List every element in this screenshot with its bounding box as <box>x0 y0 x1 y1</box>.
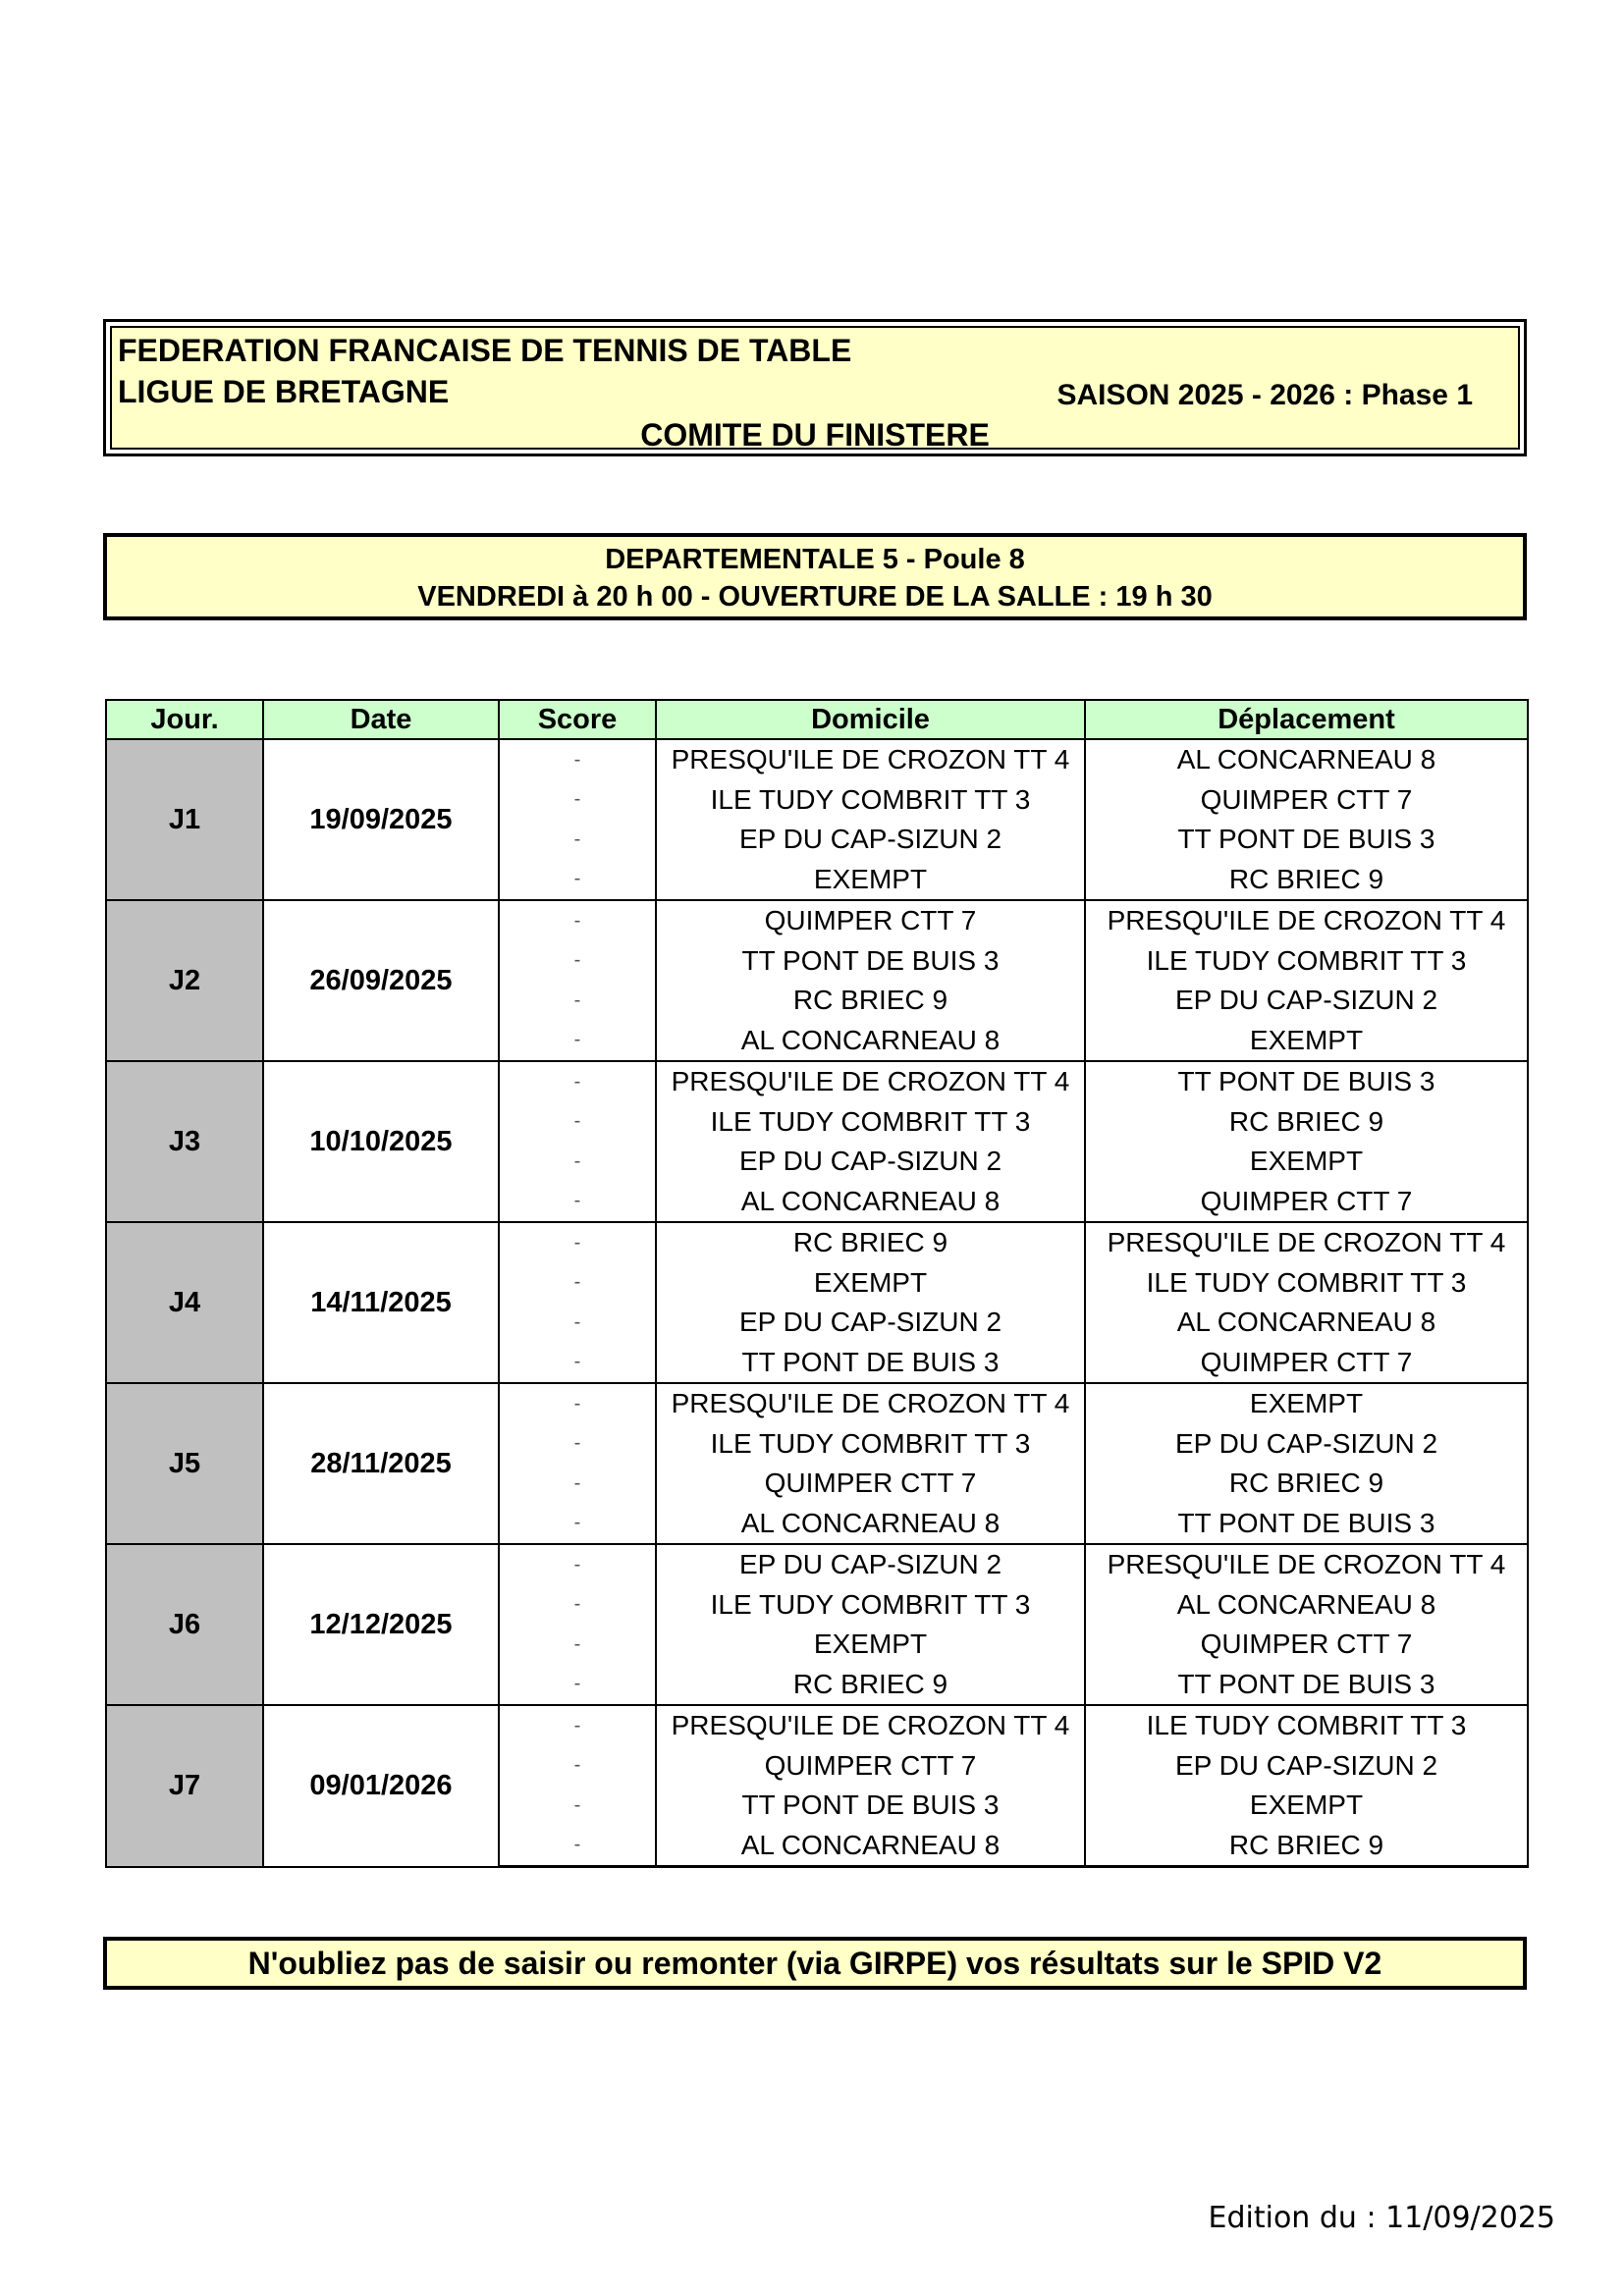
round-block <box>106 1705 1528 1867</box>
column-header-deplacement: Déplacement <box>1085 700 1528 739</box>
round-label: J6 <box>106 1544 263 1705</box>
round-date: 10/10/2025 <box>263 1061 499 1222</box>
home-team: PRESQU'ILE DE CROZON TT 4 <box>656 739 1085 780</box>
round-date: 19/09/2025 <box>263 739 499 900</box>
away-team: PRESQU'ILE DE CROZON TT 4 <box>1085 900 1528 941</box>
column-header-jour: Jour. <box>106 700 263 739</box>
round-block <box>106 1544 1528 1705</box>
away-team: TT PONT DE BUIS 3 <box>1085 820 1528 860</box>
away-team: QUIMPER CTT 7 <box>1085 1182 1528 1223</box>
home-team: ILE TUDY COMBRIT TT 3 <box>656 1424 1085 1465</box>
match-score: - <box>499 1263 656 1304</box>
match-score: - <box>499 1746 656 1787</box>
table-row <box>106 1705 1528 1746</box>
away-team: EP DU CAP-SIZUN 2 <box>1085 981 1528 1021</box>
home-team: EXEMPT <box>656 1263 1085 1304</box>
away-team: RC BRIEC 9 <box>1085 1102 1528 1143</box>
match-score: - <box>499 1343 656 1384</box>
home-team: QUIMPER CTT 7 <box>656 900 1085 941</box>
home-team: TT PONT DE BUIS 3 <box>656 1343 1085 1384</box>
away-team: TT PONT DE BUIS 3 <box>1085 1665 1528 1706</box>
round-block <box>106 1061 1528 1222</box>
match-score: - <box>499 860 656 901</box>
away-team: PRESQU'ILE DE CROZON TT 4 <box>1085 1222 1528 1263</box>
table-row <box>106 1544 1528 1585</box>
committee-name: COMITE DU FINISTERE <box>640 417 990 453</box>
home-team: EP DU CAP-SIZUN 2 <box>656 1303 1085 1343</box>
away-team: RC BRIEC 9 <box>1085 860 1528 901</box>
round-block <box>106 739 1528 900</box>
home-team: RC BRIEC 9 <box>656 1665 1085 1706</box>
away-team: EP DU CAP-SIZUN 2 <box>1085 1424 1528 1465</box>
division-name: DEPARTEMENTALE 5 - Poule 8 <box>605 544 1025 575</box>
home-team: EP DU CAP-SIZUN 2 <box>656 820 1085 860</box>
round-date: 09/01/2026 <box>263 1705 499 1867</box>
away-team: ILE TUDY COMBRIT TT 3 <box>1085 941 1528 982</box>
column-header-score: Score <box>499 700 656 739</box>
table-row <box>106 1061 1528 1102</box>
match-score: - <box>499 739 656 780</box>
edition-date: Edition du : 11/09/2025 <box>1208 2201 1555 2235</box>
round-label: J4 <box>106 1222 263 1383</box>
round-label: J7 <box>106 1705 263 1867</box>
home-team: EP DU CAP-SIZUN 2 <box>656 1544 1085 1585</box>
match-score: - <box>499 1142 656 1182</box>
home-team: ILE TUDY COMBRIT TT 3 <box>656 780 1085 821</box>
match-score: - <box>499 1383 656 1424</box>
match-score: - <box>499 1303 656 1343</box>
home-team: TT PONT DE BUIS 3 <box>656 941 1085 982</box>
home-team: PRESQU'ILE DE CROZON TT 4 <box>656 1705 1085 1746</box>
match-score: - <box>499 820 656 860</box>
round-date: 12/12/2025 <box>263 1544 499 1705</box>
table-row <box>106 739 1528 780</box>
home-team: ILE TUDY COMBRIT TT 3 <box>656 1102 1085 1143</box>
home-team: ILE TUDY COMBRIT TT 3 <box>656 1585 1085 1626</box>
round-date: 14/11/2025 <box>263 1222 499 1383</box>
away-team: PRESQU'ILE DE CROZON TT 4 <box>1085 1544 1528 1585</box>
column-header-domicile: Domicile <box>656 700 1085 739</box>
round-label: J3 <box>106 1061 263 1222</box>
match-score: - <box>499 1786 656 1826</box>
match-score: - <box>499 1826 656 1867</box>
away-team: TT PONT DE BUIS 3 <box>1085 1061 1528 1102</box>
federation-header-inner <box>110 326 1520 453</box>
home-team: PRESQU'ILE DE CROZON TT 4 <box>656 1061 1085 1102</box>
away-team: ILE TUDY COMBRIT TT 3 <box>1085 1263 1528 1304</box>
home-team: RC BRIEC 9 <box>656 1222 1085 1263</box>
home-team: QUIMPER CTT 7 <box>656 1464 1085 1504</box>
away-team: QUIMPER CTT 7 <box>1085 780 1528 821</box>
match-score: - <box>499 1585 656 1626</box>
away-team: AL CONCARNEAU 8 <box>1085 1303 1528 1343</box>
away-team: ILE TUDY COMBRIT TT 3 <box>1085 1705 1528 1746</box>
home-team: EXEMPT <box>656 1625 1085 1665</box>
match-score: - <box>499 1665 656 1706</box>
home-team: EXEMPT <box>656 860 1085 901</box>
match-score: - <box>499 1705 656 1746</box>
division-box <box>103 533 1527 620</box>
match-score: - <box>499 1504 656 1545</box>
round-date: 26/09/2025 <box>263 900 499 1061</box>
round-label: J2 <box>106 900 263 1061</box>
table-row <box>106 1383 1528 1424</box>
away-team: QUIMPER CTT 7 <box>1085 1625 1528 1665</box>
match-score: - <box>499 1625 656 1665</box>
home-team: AL CONCARNEAU 8 <box>656 1021 1085 1062</box>
season-label: SAISON 2025 - 2026 : Phase 1 <box>1056 379 1473 411</box>
away-team: RC BRIEC 9 <box>1085 1826 1528 1867</box>
away-team: TT PONT DE BUIS 3 <box>1085 1504 1528 1545</box>
round-block <box>106 1383 1528 1544</box>
match-score: - <box>499 1021 656 1062</box>
home-team: AL CONCARNEAU 8 <box>656 1182 1085 1223</box>
home-team: AL CONCARNEAU 8 <box>656 1826 1085 1867</box>
match-score: - <box>499 780 656 821</box>
home-team: AL CONCARNEAU 8 <box>656 1504 1085 1545</box>
away-team: AL CONCARNEAU 8 <box>1085 739 1528 780</box>
round-label: J1 <box>106 739 263 900</box>
away-team: EXEMPT <box>1085 1383 1528 1424</box>
home-team: QUIMPER CTT 7 <box>656 1746 1085 1787</box>
away-team: EP DU CAP-SIZUN 2 <box>1085 1746 1528 1787</box>
home-team: PRESQU'ILE DE CROZON TT 4 <box>656 1383 1085 1424</box>
match-score: - <box>499 1424 656 1465</box>
match-score: - <box>499 1061 656 1102</box>
away-team: EXEMPT <box>1085 1786 1528 1826</box>
match-score: - <box>499 1102 656 1143</box>
match-score: - <box>499 1464 656 1504</box>
round-block <box>106 1222 1528 1383</box>
match-score: - <box>499 941 656 982</box>
round-label: J5 <box>106 1383 263 1544</box>
league-name: LIGUE DE BRETAGNE <box>118 374 450 409</box>
away-team: QUIMPER CTT 7 <box>1085 1343 1528 1384</box>
federation-name: FEDERATION FRANCAISE DE TENNIS DE TABLE <box>118 333 852 368</box>
match-score: - <box>499 900 656 941</box>
away-team: RC BRIEC 9 <box>1085 1464 1528 1504</box>
table-header-row <box>106 700 1528 739</box>
match-score: - <box>499 1222 656 1263</box>
away-team: AL CONCARNEAU 8 <box>1085 1585 1528 1626</box>
federation-header <box>103 319 1527 456</box>
home-team: RC BRIEC 9 <box>656 981 1085 1021</box>
away-team: EXEMPT <box>1085 1021 1528 1062</box>
match-score: - <box>499 981 656 1021</box>
schedule-table <box>105 699 1529 1868</box>
home-team: EP DU CAP-SIZUN 2 <box>656 1142 1085 1182</box>
column-header-date: Date <box>263 700 499 739</box>
match-score: - <box>499 1544 656 1585</box>
division-schedule: VENDREDI à 20 h 00 - OUVERTURE DE LA SALLE : 19 h 30 <box>417 581 1213 613</box>
table-row <box>106 900 1528 941</box>
round-block <box>106 900 1528 1061</box>
away-team: EXEMPT <box>1085 1142 1528 1182</box>
match-score: - <box>499 1182 656 1223</box>
notice-box: N'oubliez pas de saisir ou remonter (via GIRPE) vos résultats sur le SPID V2 <box>103 1937 1527 1990</box>
round-date: 28/11/2025 <box>263 1383 499 1544</box>
table-row <box>106 1222 1528 1263</box>
home-team: TT PONT DE BUIS 3 <box>656 1786 1085 1826</box>
